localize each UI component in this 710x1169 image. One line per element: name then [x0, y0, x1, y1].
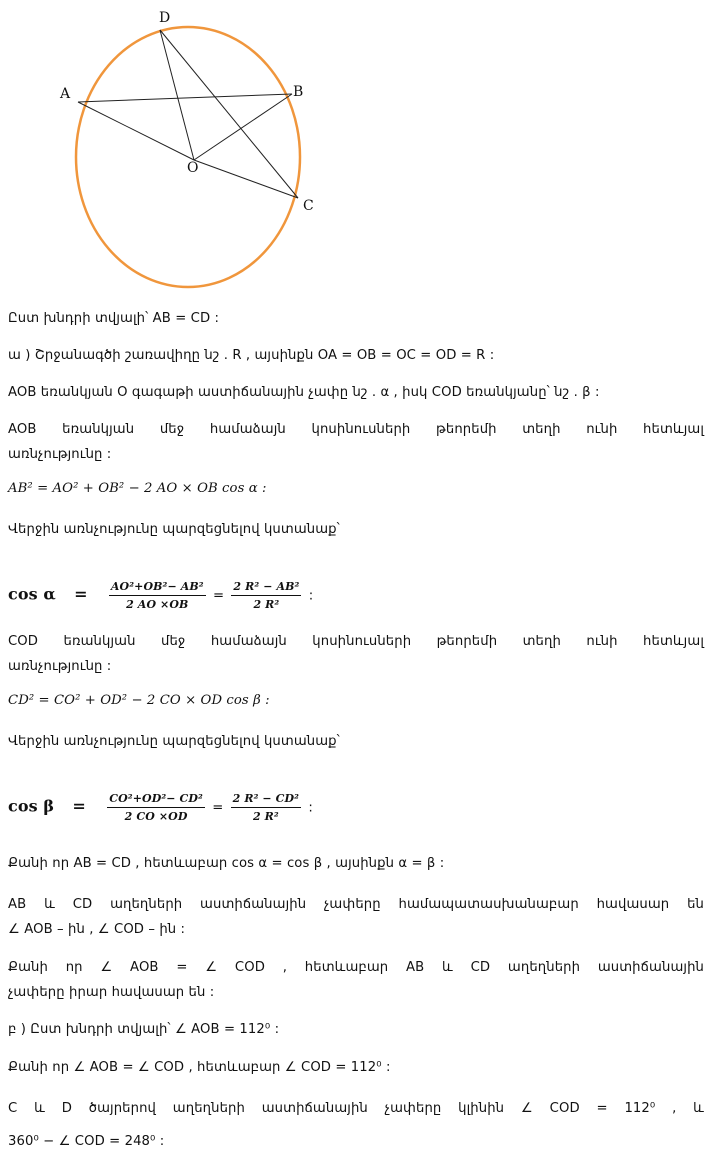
- equation-cos-alpha: [8, 580, 313, 611]
- text-line-19: բ ) Ըստ խնդրի տվյալի՝ ∠ AOB = 112⁰ :: [8, 1022, 280, 1037]
- text-line-22: 360⁰ − ∠ COD = 248⁰ :: [8, 1134, 165, 1149]
- cos-beta-eq: =: [72, 796, 86, 816]
- cos-alpha-frac-1: [109, 580, 206, 611]
- cos-alpha-eq: =: [74, 584, 88, 604]
- label-b: B: [293, 84, 304, 100]
- text-line-17: Քանի որ ∠ AOB = ∠ COD , հետևաբար AB և CD աղեղների աստիճանային: [8, 960, 704, 975]
- geometry-figure: [0, 0, 710, 300]
- label-c: C: [303, 198, 314, 214]
- text-line-16: ∠ AOB – ին , ∠ COD – ին :: [8, 922, 186, 937]
- cos-beta-eq-2: =: [212, 800, 224, 816]
- text-line-7: Վերջին առնչությունը պարզեցնելով կստանաք՝: [8, 522, 340, 537]
- frac-denominator: 2 R²: [252, 810, 279, 823]
- text-line-10: առնչությունը :: [8, 659, 112, 674]
- text-line-15: AB և CD աղեղների աստիճանային չափերը համապատասխանաբար հավասար են: [8, 897, 704, 912]
- cos-alpha-end: :: [308, 588, 314, 604]
- cos-beta-frac-2: [231, 792, 301, 823]
- text-line-18: չափերը իրար հավասար են :: [8, 985, 215, 1000]
- text-line-5: առնչությունը :: [8, 447, 112, 462]
- frac-numerator: 2 R² − CD²: [231, 792, 301, 808]
- frac-numerator: CO²+OD²− CD²: [107, 792, 205, 808]
- cos-beta-frac-1: [107, 792, 205, 823]
- segment-od: [160, 30, 194, 160]
- equation-cd: CD² = CO² + OD² − 2 CO × OD cos β :: [8, 693, 270, 708]
- label-a: A: [60, 86, 71, 102]
- segment-ab: [78, 94, 292, 102]
- text-line-14: Քանի որ AB = CD , հետևաբար cos α = cos β , այսինքն α = β :: [8, 856, 445, 871]
- cos-beta-end: :: [308, 800, 313, 816]
- label-d: D: [159, 10, 171, 26]
- text-line-20: Քանի որ ∠ AOB = ∠ COD , հետևաբար ∠ COD = 112⁰ :: [8, 1060, 391, 1075]
- frac-numerator: AO²+OB²− AB²: [109, 580, 206, 596]
- label-o: O: [187, 160, 199, 176]
- text-line-1: Ըստ խնդրի տվյալի՝ AB = CD :: [8, 311, 220, 326]
- frac-denominator: 2 AO ×OB: [126, 598, 189, 611]
- segment-ao: [78, 102, 194, 160]
- frac-denominator: 2 CO ×OD: [124, 810, 188, 823]
- equation-cos-beta: [8, 792, 313, 823]
- text-line-9: COD եռանկյան մեջ համաձայն կոսինուսների թեորեմի տեղի ունի հետևյալ: [8, 634, 704, 649]
- cos-alpha-frac-2: [231, 580, 301, 611]
- cos-alpha-eq-2: =: [212, 588, 225, 604]
- segment-ob: [194, 94, 292, 160]
- text-line-12: Վերջին առնչությունը պարզեցնելով կստանաք՝: [8, 734, 340, 749]
- text-line-2: ա ) Շրջանագծի շառավիղը նշ . R , այսինքն OA = OB = OC = OD = R :: [8, 348, 495, 363]
- frac-denominator: 2 R²: [253, 598, 280, 611]
- equation-ab: AB² = AO² + OB² − 2 AO × OB cos α :: [8, 481, 267, 496]
- text-line-4: AOB եռանկյան մեջ համաձայն կոսինուսների թեորեմի տեղի ունի հետևյալ: [8, 422, 704, 437]
- text-line-3: AOB եռանկյան O գագաթի աստիճանային չափը նշ . α , իսկ COD եռանկյանը՝ նշ . β :: [8, 385, 600, 400]
- frac-numerator: 2 R² − AB²: [231, 580, 301, 596]
- text-line-21: C և D ծայրերով աղեղների աստիճանային չափերը կլինին ∠ COD = 112⁰ , և: [8, 1101, 704, 1116]
- cos-beta-lhs: cos β: [8, 796, 55, 816]
- cos-alpha-lhs: cos α: [8, 584, 56, 604]
